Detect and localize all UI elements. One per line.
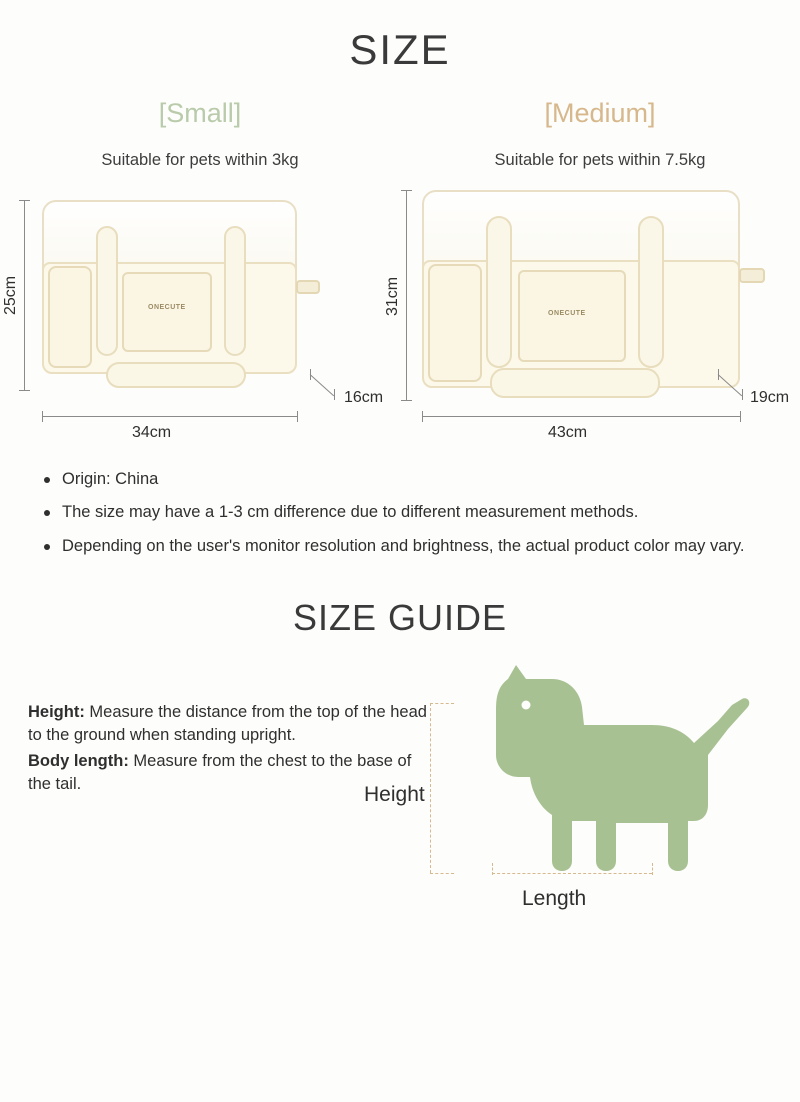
note-text: Origin: China xyxy=(62,470,159,488)
size-guide-row xyxy=(0,665,800,935)
length-description: Measure from the chest to the base of the tail. xyxy=(28,752,412,794)
bag-brand-logo: ONECUTE xyxy=(548,310,586,317)
variant-small-label: [Small] xyxy=(158,98,242,128)
variant-medium-subtitle: Suitable for pets within 7.5kg xyxy=(494,151,706,169)
height-tick-top xyxy=(19,200,30,201)
bag-zipper-tab xyxy=(296,280,320,294)
list-item xyxy=(44,501,754,523)
variant-small-diagram xyxy=(0,184,400,454)
variant-medium xyxy=(384,98,800,454)
length-term: Body length: xyxy=(28,752,129,771)
bullet-dot-icon xyxy=(44,544,50,550)
variant-small xyxy=(0,98,400,454)
bag-strap-left xyxy=(486,216,512,368)
bag-side-pocket xyxy=(428,264,482,382)
variant-medium-label: [Medium] xyxy=(544,98,656,128)
length-guide-right-cap xyxy=(652,863,653,875)
size-variants-row xyxy=(0,98,800,454)
height-guide-bottom-cap xyxy=(430,873,454,874)
notes-list xyxy=(44,468,754,557)
page-title: SIZE xyxy=(349,26,451,73)
list-item xyxy=(44,535,754,557)
note-text: Depending on the user's monitor resolution and brightness, the actual product color may vary. xyxy=(62,536,745,555)
height-guide-dashed-line xyxy=(430,703,431,873)
width-measure-label: 43cm xyxy=(548,424,588,441)
list-item xyxy=(44,468,754,490)
dog-silhouette-icon xyxy=(456,665,766,885)
length-guide-dashed-line xyxy=(492,873,652,874)
height-measure-line xyxy=(406,190,407,400)
bag-handle xyxy=(490,368,660,398)
dog-measurement-figure xyxy=(364,665,800,935)
bullet-dot-icon xyxy=(44,510,50,516)
width-measure-line xyxy=(42,416,297,417)
width-measure-line xyxy=(422,416,740,417)
bag-strap-right xyxy=(224,226,246,356)
bag-side-pocket xyxy=(48,266,92,368)
width-tick-left xyxy=(422,411,423,422)
height-instruction xyxy=(28,701,430,747)
depth-measure-line xyxy=(310,374,334,396)
height-measure-label: 31cm xyxy=(384,276,401,316)
size-guide-title: SIZE GUIDE xyxy=(292,596,508,638)
depth-tick-start xyxy=(718,369,719,380)
height-term: Height: xyxy=(28,702,85,721)
height-description: Measure the distance from the top of the head to the ground when standing upright. xyxy=(28,702,427,744)
note-text: The size may have a 1-3 cm difference due to different measurement methods. xyxy=(62,503,639,522)
depth-tick-start xyxy=(310,369,311,380)
depth-tick-end xyxy=(334,389,335,400)
variant-small-subtitle: Suitable for pets within 3kg xyxy=(101,151,299,169)
width-tick-left xyxy=(42,411,43,422)
height-measure-line xyxy=(24,200,25,390)
bag-strap-left xyxy=(96,226,118,356)
depth-tick-end xyxy=(742,389,743,400)
width-tick-right xyxy=(297,411,298,422)
bag-strap-right xyxy=(638,216,664,368)
width-measure-label: 34cm xyxy=(132,424,172,441)
bag-front-pocket xyxy=(122,272,212,352)
length-caption: Length xyxy=(522,886,587,910)
variant-medium-diagram xyxy=(384,184,800,454)
length-guide-left-cap xyxy=(492,863,493,875)
depth-measure-label: 16cm xyxy=(344,389,384,406)
height-caption: Height xyxy=(364,782,425,806)
height-tick-bottom xyxy=(401,400,412,401)
depth-measure-label: 19cm xyxy=(750,389,790,406)
height-guide-top-cap xyxy=(430,703,454,704)
height-tick-top xyxy=(401,190,412,191)
bag-brand-logo: ONECUTE xyxy=(148,304,186,311)
width-tick-right xyxy=(740,411,741,422)
height-measure-label: 25cm xyxy=(2,275,19,315)
bag-handle xyxy=(106,362,246,388)
bag-zipper-tab xyxy=(739,268,765,283)
height-tick-bottom xyxy=(19,390,30,391)
bullet-dot-icon xyxy=(44,477,50,483)
